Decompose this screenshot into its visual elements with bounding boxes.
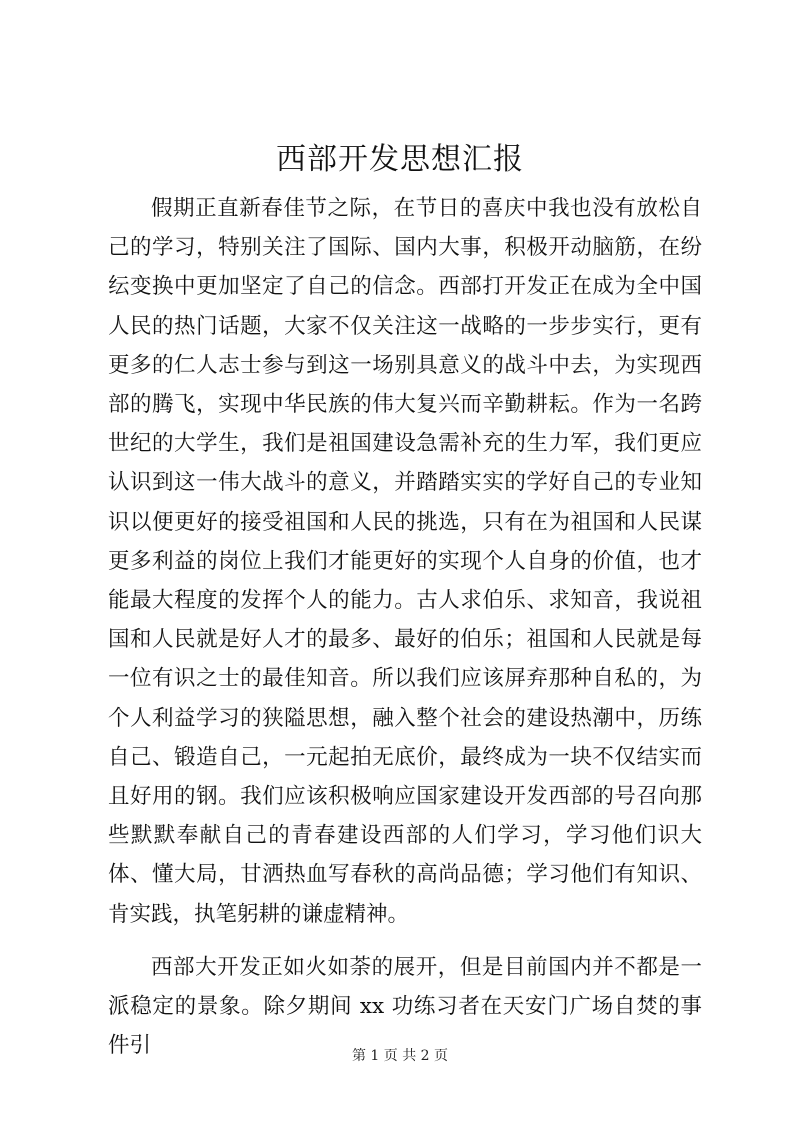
paragraph-2: 西部大开发正如火如荼的展开，但是目前国内并不都是一派稳定的景象。除夕期间 xx 功练习者在天安门广场自焚的事件引 [108,954,702,1059]
paragraph-1: 假期正直新春佳节之际，在节日的喜庆中我也没有放松自己的学习，特别关注了国际、国内大事，积极开动脑筋，在纷纭变换中更加坚定了自己的信念。西部打开发正在成为全中国人民的热门话题，大家不仅关注这一战略的一步步实行，更有更多的仁人志士参与到这一场别具意义的战斗中去，为实现西部的腾飞，实现中华民族的伟大复兴而辛勤耕耘。作为一名跨世纪的大学生，我们是祖国建设急需补充的生力军，我们更应认识到这一伟大战斗的意义，并踏踏实实的学好自己的专业知识以便更好的接受祖国和人民的挑选，只有在为祖国和人民谋更多利益的岗位上我们才能更好的实现个人自身的价值，也才能最大程度的发挥个人的能力。古人求伯乐、求知音，我说祖国和人民就是好人才的最多、最好的伯乐；祖国和人民就是每一位有识之士的最佳知音。所以我们应该屏弃那种自私的，为个人利益学习的狭隘思想，融入整个社会的建设热潮中，历练自己、锻造自己，一元起拍无底价，最终成为一块不仅结实而且好用的钢。我们应该积极响应国家建设开发西部的号召向那些默默奉献自己的青春建设西部的人们学习，学习他们识大体、懂大局，甘洒热血写春秋的高尚品德；学习他们有知识、肯实践，执笔躬耕的谦虚精神。 [108,196,702,927]
document-title: 西部开发思想汇报 [276,142,524,177]
document-body [108,189,702,1065]
page-footer: 第 1 页 共 2 页 [351,1048,449,1064]
